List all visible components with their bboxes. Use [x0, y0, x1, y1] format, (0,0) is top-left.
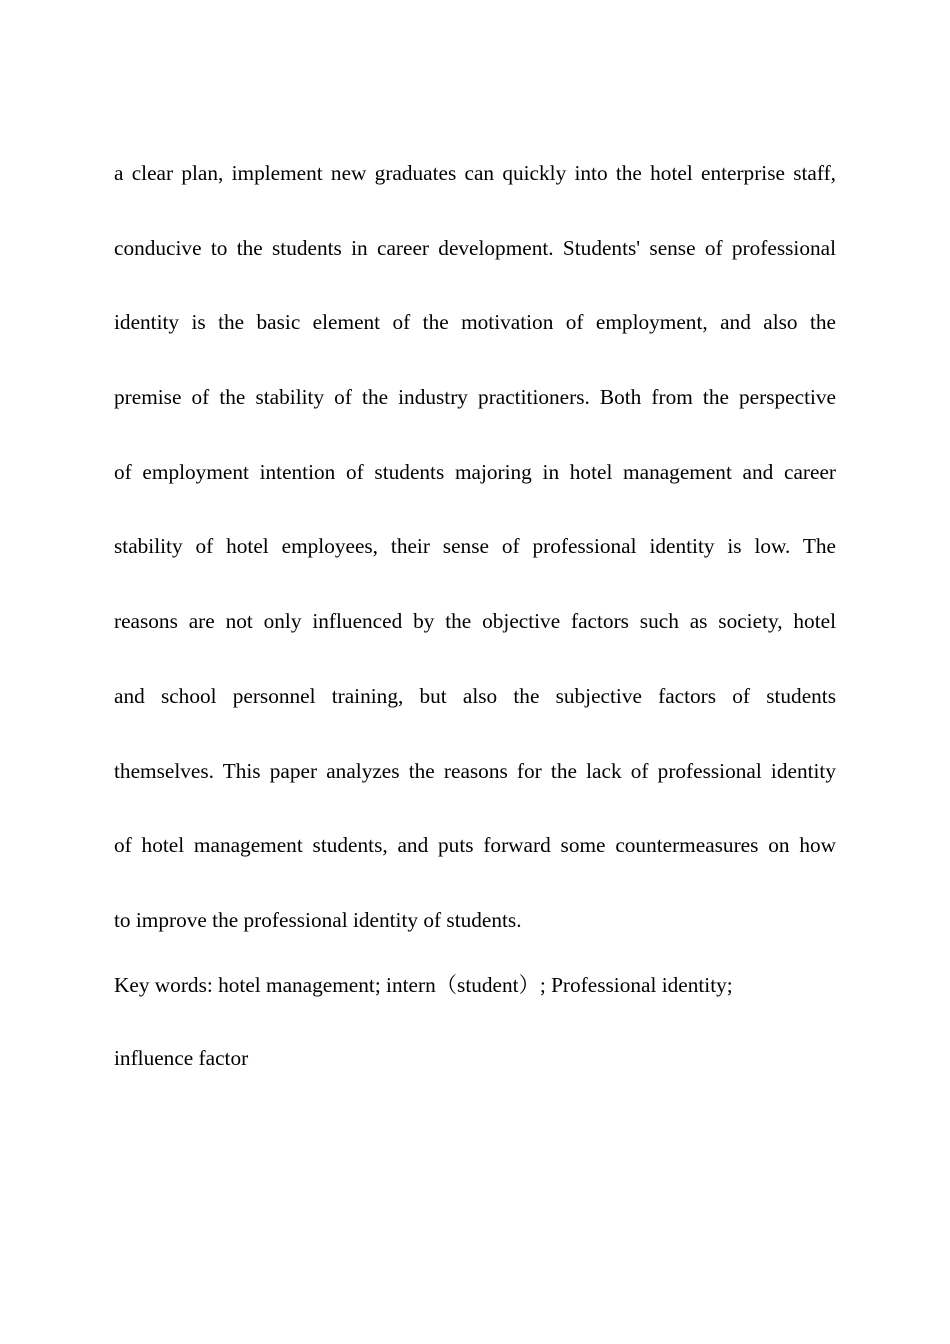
keywords-section — [114, 965, 836, 1078]
paragraph-line: conducive to the students in career development. Students' sense of professional — [114, 235, 836, 260]
keywords-line: Key words: hotel management; intern（student）; Professional identity; — [114, 973, 733, 997]
paragraph-line: premise of the stability of the industry practitioners. Both from the perspective — [114, 385, 836, 410]
paragraph-line: of hotel management students, and puts forward some countermeasures on how — [114, 833, 836, 858]
paragraph-line: to improve the professional identity of students. — [114, 907, 522, 932]
paragraph-line: themselves. This paper analyzes the reasons for the lack of professional identity — [114, 758, 836, 783]
paragraph-line: of employment intention of students majoring in hotel management and career — [114, 459, 836, 484]
paragraph-line: stability of hotel employees, their sense of professional identity is low. The — [114, 534, 836, 559]
keywords-line-continued: influence factor — [114, 1046, 249, 1070]
paragraph-line: identity is the basic element of the motivation of employment, and also the — [114, 310, 836, 335]
paragraph-line: and school personnel training, but also the subjective factors of students — [114, 683, 836, 708]
paragraph-line: a clear plan, implement new graduates can quickly into the hotel enterprise staff, — [114, 161, 836, 185]
paragraph-line: reasons are not only influenced by the objective factors such as society, hotel — [114, 609, 836, 634]
abstract-paragraph — [114, 136, 836, 958]
